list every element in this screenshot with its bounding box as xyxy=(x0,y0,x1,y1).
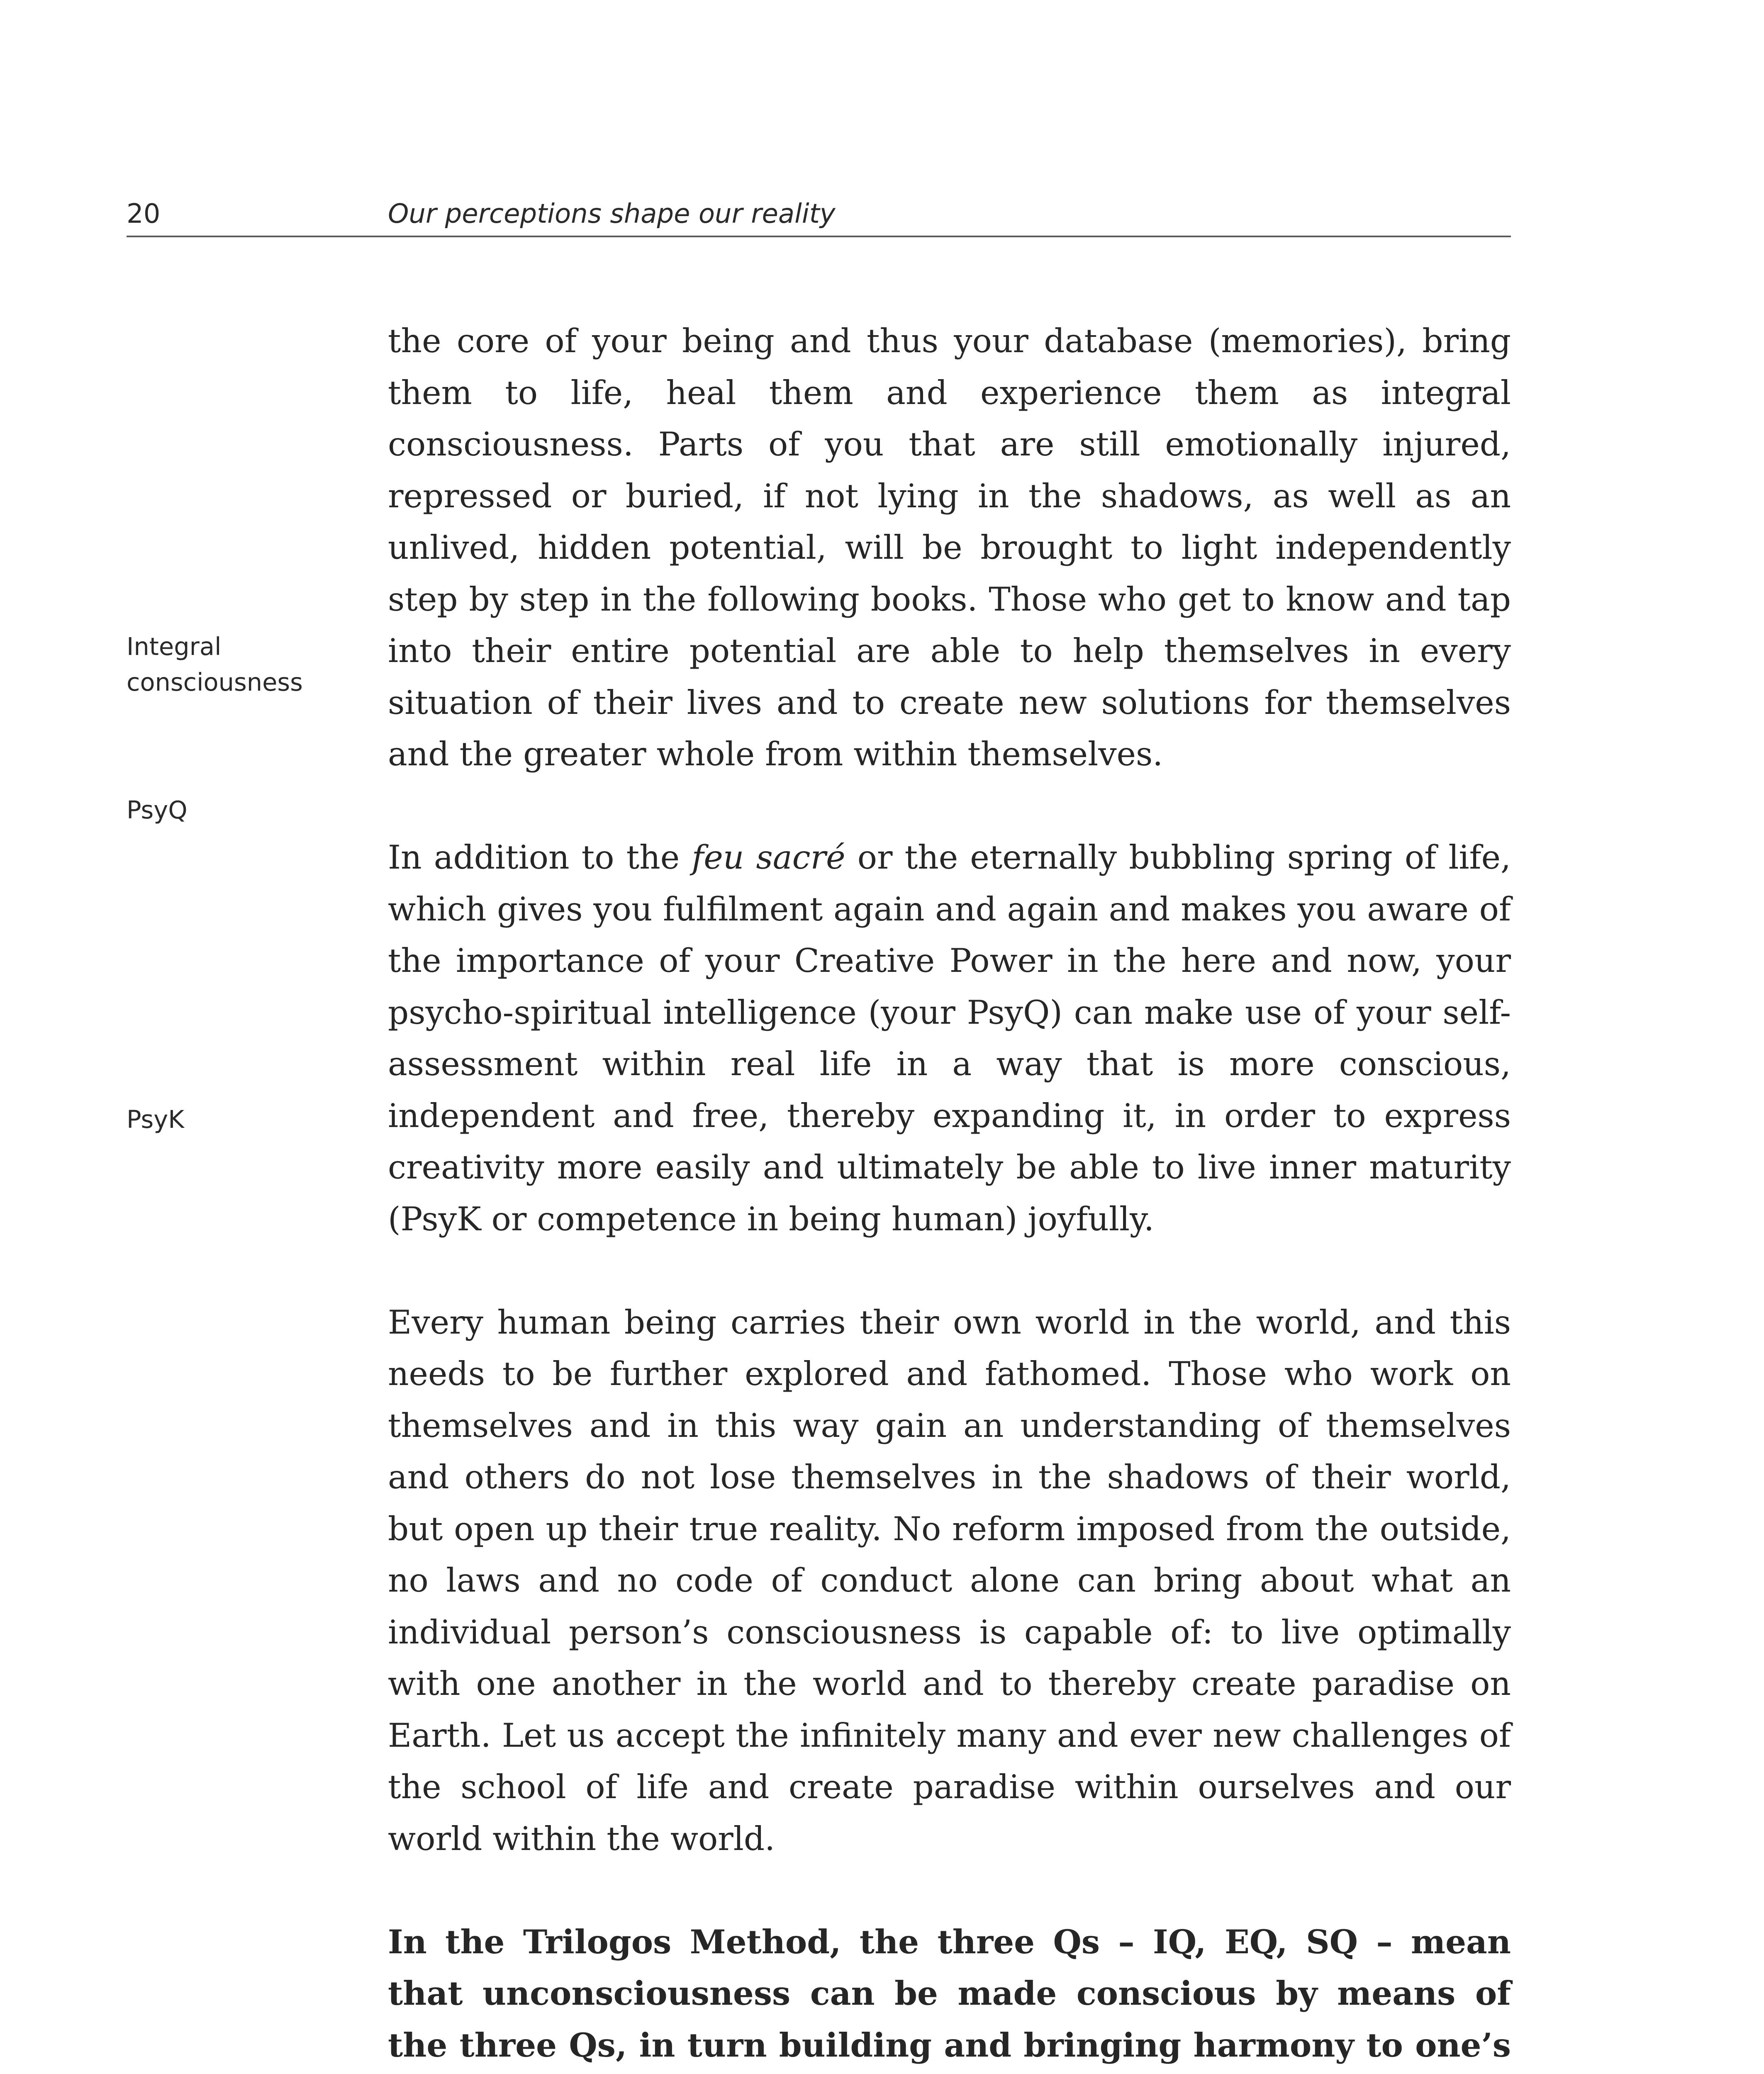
main-text-column xyxy=(388,315,1511,2074)
paragraph-2-text-start: In addition to the xyxy=(388,838,692,876)
running-header xyxy=(127,194,1511,237)
margin-note-line: consciousness xyxy=(127,668,303,696)
margin-note-psyq: PsyQ xyxy=(127,796,188,824)
page-number: 20 xyxy=(127,199,161,229)
paragraph-1: the core of your being and thus your database (memories), bring them to life, heal them and experience them as integral consciousness. Parts of you that are still emotionally injured, repressed or buried, if not lying in the shadows, as well as an unlived, hidden potential, will be brought to light independently step by step in the following books. Those who get to know and tap into their entire potential are able to help themselves in every situation of their lives and to create new solutions for themselves and the greater whole from within themselves. xyxy=(388,322,1511,773)
bold-key-statement: In the Trilogos Method, the three Qs – IQ, EQ, SQ – mean that unconsciousness can be made conscious by means of the three Qs, in turn building and bringing harmony to one’s xyxy=(388,1922,1511,2064)
paragraph-3: Every human being carries their own world in the world, and this needs to be further explored and fathomed. Those who work on themselves and in this way gain an understanding of themselves and others do not lose themselves in the shadows of their world, but open up their true reality. No reform imposed from the outside, no laws and no code of conduct alone can bring about what an individual person’s consciousness is capable of: to live optimally with one another in the world and to thereby create paradise on Earth. Let us accept the infinitely many and ever new challenges of the school of life and create paradise within ourselves and our world within the world. xyxy=(388,1303,1511,1858)
margin-note-integral-consciousness xyxy=(127,629,375,700)
margin-note-psyk: PsyK xyxy=(127,1105,184,1134)
paragraph-2-text-end: or the eternally bubbling spring of life, which gives you fulfilment again and again and makes you aware of the importance of your Creative Power in the here and now, your psycho-spiritual intelligence (your PsyQ) can make use of your self-assessment within real life in a way that is more conscious, independent and free, thereby expanding it, in order to express creativity more easily and ultimately be able to live inner maturity (PsyK or competence in being human) joyfully. xyxy=(388,838,1511,1238)
feu-sacre-italic: feu sacré xyxy=(692,838,845,876)
paragraph-2 xyxy=(388,832,1511,1245)
margin-note-line: Integral xyxy=(127,632,222,661)
running-title: Our perceptions shape our reality xyxy=(388,199,836,229)
